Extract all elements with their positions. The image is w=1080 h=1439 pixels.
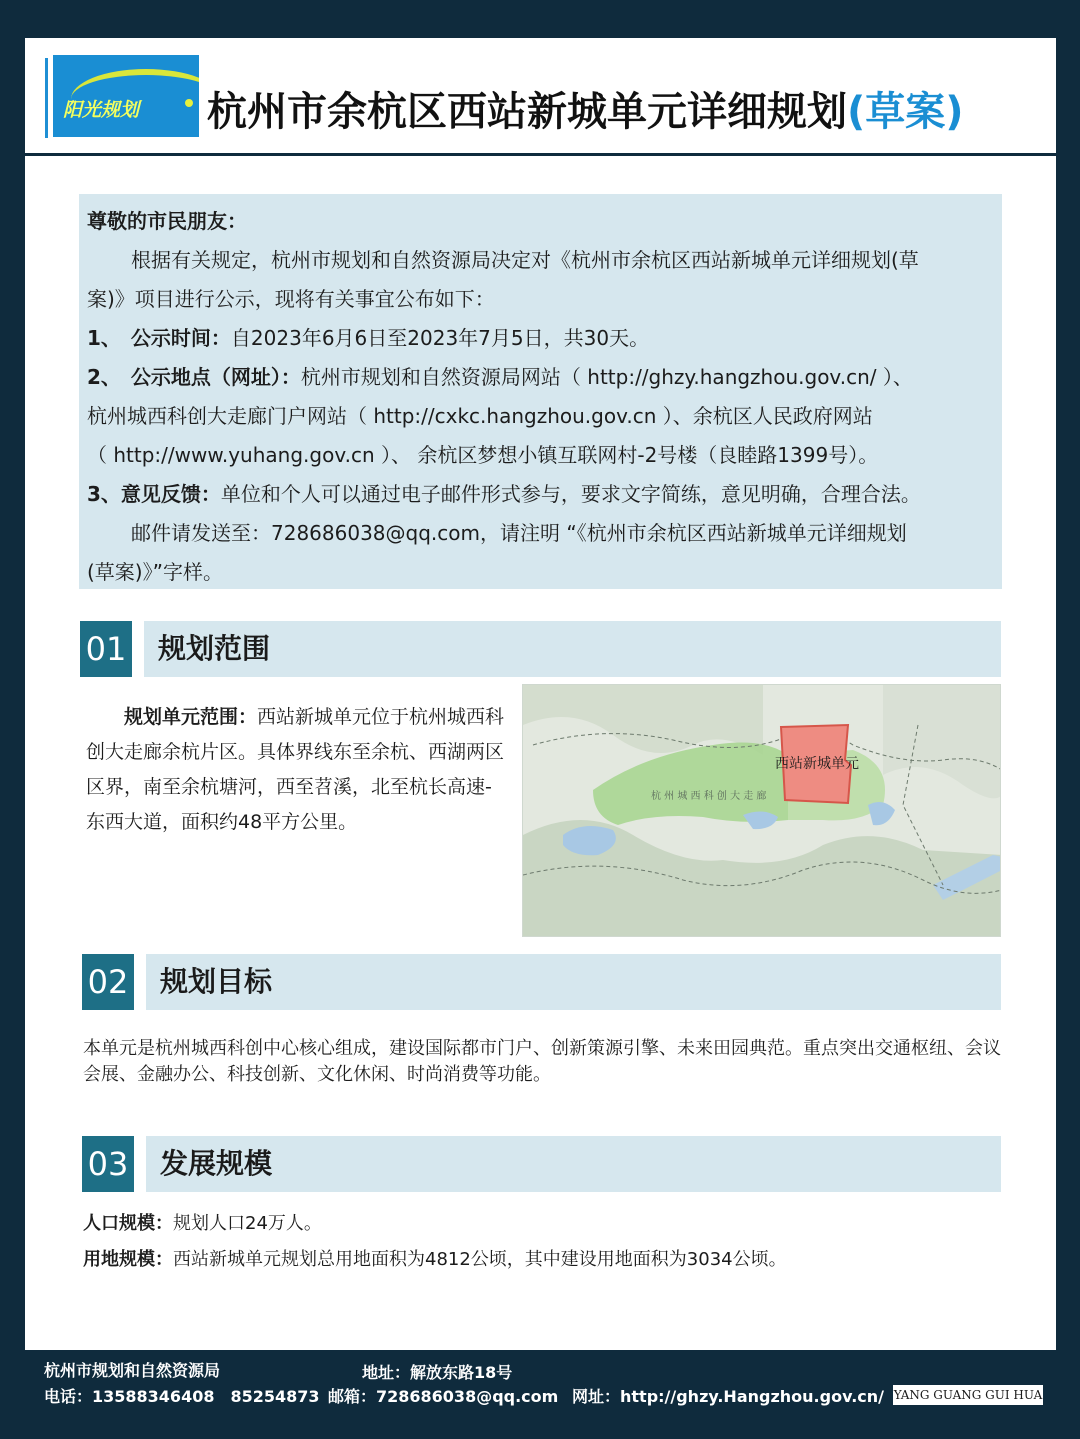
scope-label: 规划单元范围： — [124, 706, 258, 728]
scope-body: 西站新城单元位于杭州城西科创大走廊余杭片区。具体界线东至余杭、西湖两区区界，南至余杭塘河，西至苕溪，北至杭长高速-东西大道，面积约48平方公里。 — [86, 706, 505, 833]
item-2-label: 2、 公示地点（网址）： — [87, 365, 301, 389]
planning-map — [522, 684, 1001, 937]
notice-item-1 — [87, 319, 994, 358]
title-main: 杭州市余杭区西站新城单元详细规划 — [207, 89, 847, 135]
map-unit-label: 西站新城单元 — [775, 756, 859, 772]
footer-website: 网址：http://ghzy.Hangzhou.gov.cn/ — [572, 1387, 884, 1406]
poster-page — [25, 38, 1056, 1350]
notice-item-2 — [87, 358, 994, 397]
notice-intro-1: 根据有关规定，杭州市规划和自然资源局决定对《杭州市余杭区西站新城单元详细规划(草 — [131, 248, 919, 272]
header — [25, 38, 1056, 156]
notice-panel — [79, 194, 1002, 589]
land-value: 西站新城单元规划总用地面积为4812公顷，其中建设用地面积为3034公顷。 — [173, 1249, 787, 1270]
email-line-1: 邮件请发送至：728686038@qq.com，请注明 “《杭州市余杭区西站新城单元详细规划 — [131, 521, 907, 545]
footer-org: 杭州市规划和自然资源局 — [44, 1361, 221, 1380]
scope-text — [86, 700, 506, 840]
population-value: 规划人口24万人。 — [173, 1213, 322, 1234]
footer-phone: 电话：13588346408 85254873 — [44, 1387, 320, 1406]
population-label: 人口规模： — [83, 1213, 173, 1234]
land-line — [83, 1242, 1003, 1278]
goal-text: 本单元是杭州城西科创中心核心组成，建设国际都市门户、创新策源引擎、未来田园典范。重点突出交通枢纽、会议会展、金融办公、科技创新、文化休闲、时尚消费等功能。 — [83, 1038, 1001, 1085]
map-graphic — [523, 685, 1001, 937]
item-1-text: 自2023年6月6日至2023年7月5日，共30天。 — [230, 326, 650, 350]
email-line-2: (草案)》”字样。 — [87, 560, 223, 584]
population-line — [83, 1206, 1003, 1242]
item-3-text: 单位和个人可以通过电子邮件形式参与，要求文字简练，意见明确，合理合法。 — [220, 482, 921, 506]
item-2-line-1: 杭州市规划和自然资源局网站（ http://ghzy.hangzhou.gov.cn/ ）、 — [300, 365, 913, 389]
header-accent-bar — [45, 58, 48, 138]
footer — [0, 1350, 1080, 1439]
item-3-label: 3、意见反馈： — [87, 482, 221, 506]
section-03-header — [82, 1136, 1001, 1192]
notice-greeting: 尊敬的市民朋友： — [87, 209, 247, 233]
section-number: 01 — [80, 621, 136, 677]
land-label: 用地规模： — [83, 1249, 173, 1270]
section-title: 发展规模 — [146, 1136, 1001, 1192]
section-01-header — [80, 621, 1001, 677]
logo-dot-icon — [185, 99, 193, 107]
footer-brand: YANG GUANG GUI HUA — [893, 1385, 1043, 1405]
notice-intro-2: 案)》项目进行公示，现将有关事宜公布如下： — [87, 287, 495, 311]
section-number: 03 — [82, 1136, 138, 1192]
item-2-line-3: （ http://www.yuhang.gov.cn ）、 余杭区梦想小镇互联网村-2号楼（良睦路1399号）。 — [87, 443, 879, 467]
section-title: 规划目标 — [146, 954, 1001, 1010]
title-suffix: (草案) — [847, 89, 964, 135]
page-title — [207, 80, 964, 137]
scale-text — [83, 1206, 1003, 1278]
section-02-header — [82, 954, 1001, 1010]
section-number: 02 — [82, 954, 138, 1010]
notice-item-3 — [87, 475, 994, 514]
footer-address: 地址：解放东路18号 — [362, 1363, 513, 1382]
item-1-label: 1、 公示时间： — [87, 326, 231, 350]
sunshine-planning-logo — [53, 55, 199, 137]
map-corridor-label: 杭 州 城 西 科 创 大 走 廊 — [651, 791, 767, 802]
item-2-line-2: 杭州城西科创大走廊门户网站（ http://cxkc.hangzhou.gov.cn ）、余杭区人民政府网站 — [87, 404, 873, 428]
section-title: 规划范围 — [144, 621, 1001, 677]
footer-email: 邮箱：728686038@qq.com — [328, 1387, 559, 1406]
logo-text: 阳光规划 — [63, 99, 140, 121]
